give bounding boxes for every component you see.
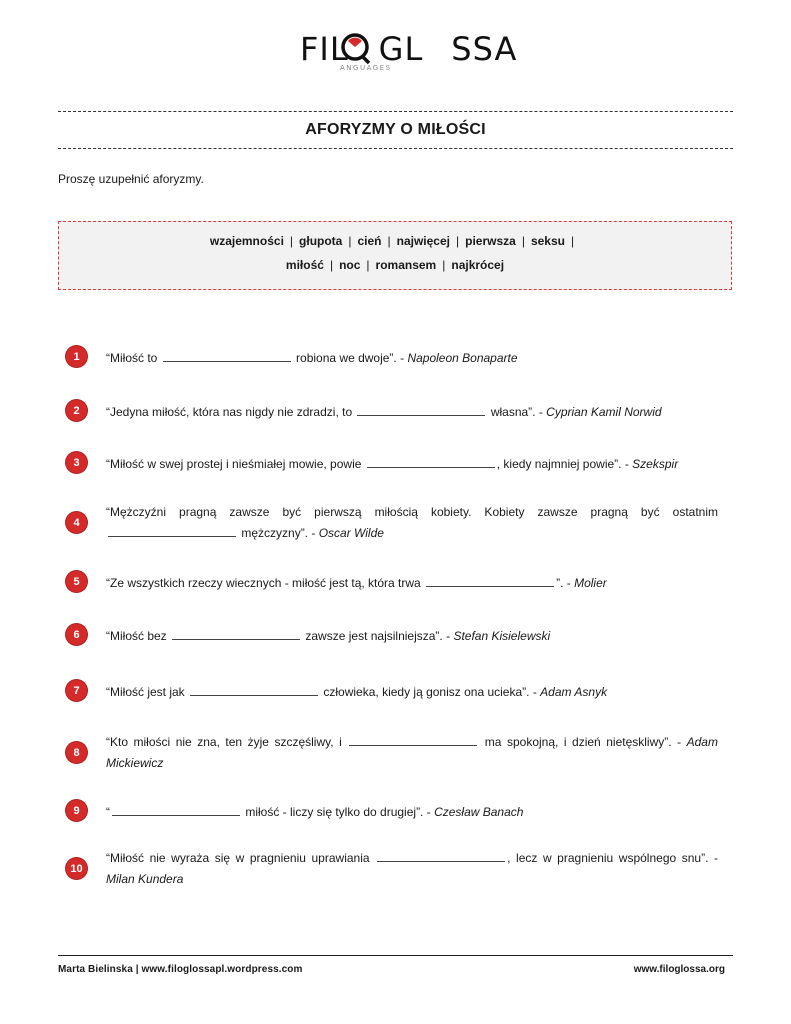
fill-in-blank[interactable] — [163, 349, 291, 362]
text-before: “Miłość to — [106, 351, 158, 365]
fill-in-blank[interactable] — [349, 733, 477, 746]
word-bank-word: najkrócej — [451, 258, 505, 272]
text-before: “Miłość jest jak — [106, 685, 185, 699]
text-after: , lecz w pragnieniu wspólnego snu”. - — [507, 851, 718, 865]
fill-in-blank[interactable] — [377, 849, 505, 862]
text-after: ”. - — [556, 576, 571, 590]
footer-divider — [58, 955, 733, 956]
word-bank-word: seksu — [530, 234, 565, 248]
logo-subtitle: ANGUAGES — [340, 64, 392, 72]
text-before: “Mężczyźni pragną zawsze być pierwszą miłością kobiety. Kobiety zawsze pragną być ostatnim — [106, 505, 718, 519]
author-name: Molier — [574, 576, 607, 590]
title-top-divider — [58, 111, 733, 112]
aphorism-text — [106, 802, 718, 823]
word-bank — [58, 221, 732, 290]
page-title: AFORYZMY O MIŁOŚCI — [305, 121, 486, 138]
aphorism-text — [106, 502, 718, 544]
text-before: “Miłość nie wyraża się w pragnieniu uprawiania — [106, 851, 370, 865]
logo-text-part1: FIL — [300, 30, 349, 68]
item-number-badge: 4 — [66, 512, 87, 533]
aphorism-text — [106, 732, 718, 774]
instruction-text: Proszę uzupełnić aforyzmy. — [58, 172, 204, 186]
text-after: mężczyzny”. - — [241, 526, 316, 540]
item-number-badge: 3 — [66, 452, 87, 473]
aphorism-text — [106, 402, 718, 423]
author-name: Szekspir — [632, 457, 679, 471]
fill-in-blank[interactable] — [367, 455, 495, 468]
word-bank-word: cień — [357, 234, 382, 248]
aphorism-text — [106, 682, 718, 703]
text-before: “Ze wszystkich rzeczy wiecznych - miłość jest tą, która trwa — [106, 576, 421, 590]
aphorism-text — [106, 573, 718, 594]
footer-author-link[interactable]: Marta Bielinska | www.filoglossapl.wordpress.com — [58, 964, 303, 975]
logo-text — [300, 30, 517, 68]
text-after: ma spokojną, i dzień nietęskliwy”. - — [484, 735, 682, 749]
aphorism-text — [106, 348, 718, 369]
text-before: “Kto miłości nie zna, ten żyje szczęśliwy, i — [106, 735, 342, 749]
text-after: zawsze jest najsilniejsza”. - — [305, 629, 451, 643]
word-bank-word: najwięcej — [396, 234, 450, 248]
fill-in-blank[interactable] — [172, 627, 300, 640]
footer-website-link[interactable]: www.filoglossa.org — [633, 964, 725, 975]
text-before: “ — [106, 805, 110, 819]
item-number-badge: 5 — [66, 571, 87, 592]
word-bank-line-2: miłość | noc | romansem | najkrócej — [285, 258, 505, 272]
fill-in-blank[interactable] — [426, 574, 554, 587]
item-number-badge: 2 — [66, 400, 87, 421]
item-number-badge: 7 — [66, 680, 87, 701]
author-name: Oscar Wilde — [318, 526, 384, 540]
author-name: Milan Kundera — [106, 872, 184, 886]
logo-text-part3: SSA — [451, 30, 518, 68]
item-number-badge: 1 — [66, 346, 87, 367]
text-after: własna”. - — [490, 405, 543, 419]
author-name: Stefan Kisielewski — [453, 629, 551, 643]
item-number-badge: 10 — [66, 858, 87, 879]
text-after: robiona we dwoje”. - — [296, 351, 405, 365]
logo-text-part2: GL — [378, 30, 424, 68]
text-before: “Miłość bez — [106, 629, 167, 643]
logo — [300, 30, 518, 74]
fill-in-blank[interactable] — [190, 683, 318, 696]
text-before: “Jedyna miłość, która nas nigdy nie zdradzi, to — [106, 405, 353, 419]
author-name: Adam Mickiewicz — [106, 735, 718, 770]
aphorism-text — [106, 626, 718, 647]
text-after: człowieka, kiedy ją gonisz ona ucieka”. - — [323, 685, 537, 699]
text-after: miłość - liczy się tylko do drugiej”. - — [245, 805, 431, 819]
item-number-badge: 6 — [66, 624, 87, 645]
word-bank-word: noc — [339, 258, 361, 272]
author-name: Adam Asnyk — [540, 685, 608, 699]
author-name: Czesław Banach — [434, 805, 524, 819]
word-bank-word: głupota — [299, 234, 343, 248]
item-number-badge: 8 — [66, 742, 87, 763]
fill-in-blank[interactable] — [112, 803, 240, 816]
aphorism-text — [106, 454, 718, 475]
text-after: , kiedy najmniej powie”. - — [496, 457, 629, 471]
word-bank-word: romansem — [375, 258, 437, 272]
word-bank-line-1: wzajemności | głupota | cień | najwięcej | pierwsza | seksu | — [209, 234, 575, 248]
item-number-badge: 9 — [66, 800, 87, 821]
word-bank-word: wzajemności — [209, 234, 284, 248]
author-name: Napoleon Bonaparte — [407, 351, 518, 365]
text-before: “Miłość w swej prostej i nieśmiałej mowie, powie — [106, 457, 362, 471]
word-bank-word: miłość — [285, 258, 324, 272]
fill-in-blank[interactable] — [108, 524, 236, 537]
aphorism-text — [106, 848, 718, 890]
word-bank-word: pierwsza — [465, 234, 516, 248]
title-bottom-divider — [58, 148, 733, 149]
author-name: Cyprian Kamil Norwid — [546, 405, 662, 419]
fill-in-blank[interactable] — [357, 403, 485, 416]
